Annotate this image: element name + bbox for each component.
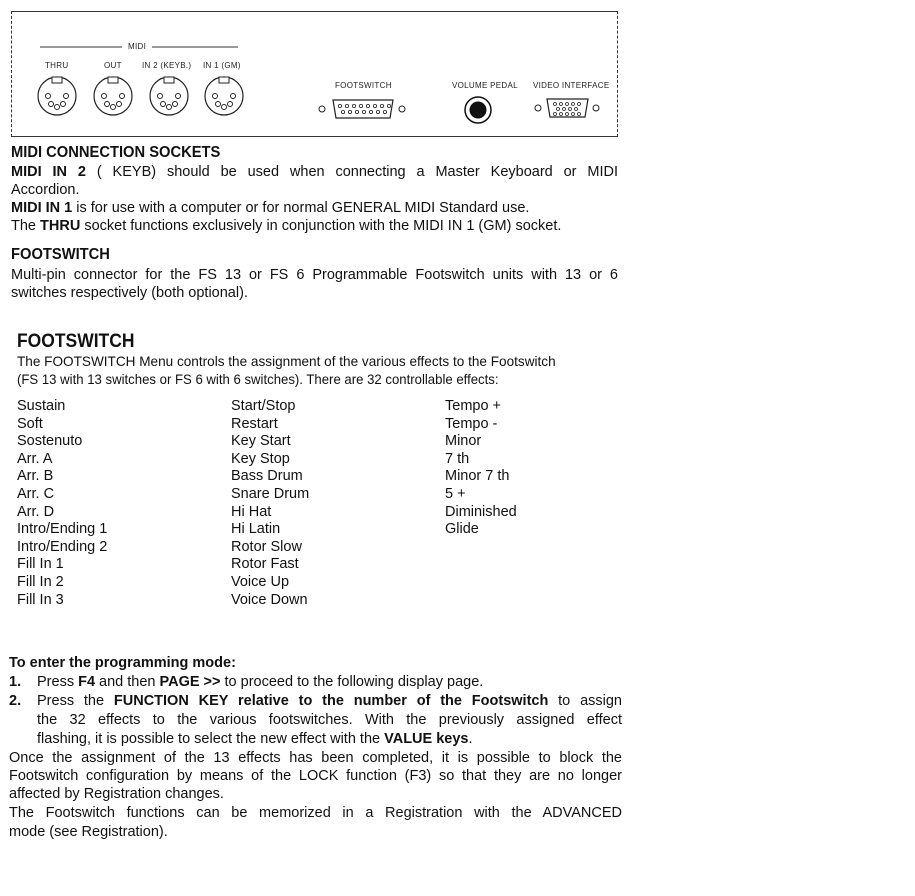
effect-item: Snare Drum bbox=[231, 485, 310, 502]
effect-item: Soft bbox=[17, 415, 43, 432]
effect-item: Sustain bbox=[17, 398, 66, 414]
effect-item: Intro/Ending 2 bbox=[17, 538, 108, 555]
lock-paragraph-line2: Footswitch configuration by means of the LOCK function (F3) so that they are no longer bbox=[9, 768, 622, 784]
midi-out-socket-icon bbox=[94, 77, 132, 115]
effect-item: Arr. A bbox=[17, 450, 53, 467]
step-2-line3 bbox=[37, 730, 473, 748]
effect-item: Arr. C bbox=[17, 485, 55, 502]
thru-term: THRU bbox=[40, 218, 81, 234]
effect-item: Fill In 1 bbox=[17, 556, 64, 573]
effect-item: Arr. D bbox=[17, 503, 55, 520]
f4-key: F4 bbox=[78, 674, 96, 690]
effect-item: Arr. B bbox=[17, 468, 54, 485]
effect-item: Key Start bbox=[231, 433, 291, 450]
step-2-line3-text: flashing, it is possible to select the new effect with the bbox=[37, 731, 385, 747]
in2-label: IN 2 (KEYB.) bbox=[142, 61, 192, 70]
midi-in1-term: MIDI IN 1 bbox=[11, 200, 73, 216]
video-interface-connector-icon bbox=[535, 99, 599, 117]
footswitch-desc-line1: Multi-pin connector for the FS 13 or FS 6 Programmable Footswitch units with 13 or 6 bbox=[11, 267, 618, 283]
step-2-line2: the 32 effects to the various footswitches. With the previously assigned effect bbox=[37, 712, 622, 728]
video-interface-label: VIDEO INTERFACE bbox=[533, 81, 610, 90]
lock-paragraph-line3: affected by Registration changes. bbox=[9, 786, 224, 802]
midi-in2-paragraph-line1 bbox=[11, 163, 618, 181]
footswitch-label: FOOTSWITCH bbox=[335, 81, 392, 90]
effect-item: Voice Down bbox=[231, 591, 308, 608]
effect-item: Minor bbox=[445, 433, 482, 450]
step-2-line1 bbox=[37, 692, 622, 710]
registration-paragraph-line1: The Footswitch functions can be memorized in a Registration with the ADVANCED bbox=[9, 805, 622, 821]
rear-panel-drawing bbox=[12, 12, 617, 136]
page-key: PAGE >> bbox=[159, 674, 221, 690]
effect-item: Rotor Fast bbox=[231, 556, 299, 573]
volume-pedal-label: VOLUME PEDAL bbox=[452, 81, 518, 90]
rear-panel-illustration bbox=[11, 11, 618, 137]
registration-paragraph-line2: mode (see Registration). bbox=[9, 824, 168, 840]
step-1 bbox=[9, 673, 484, 691]
footswitch-desc-line2: switches respectively (both optional). bbox=[11, 285, 248, 301]
volume-pedal-jack-icon bbox=[465, 97, 491, 123]
step-2-line3-end: . bbox=[468, 731, 473, 747]
effect-item: Tempo + bbox=[445, 398, 502, 414]
effect-item: Bass Drum bbox=[231, 468, 303, 485]
thru-text-pre: The bbox=[11, 218, 41, 234]
midi-in1-text: is for use with a computer or for normal GENERAL MIDI Standard use. bbox=[72, 200, 530, 216]
effect-item: Intro/Ending 1 bbox=[17, 521, 108, 538]
step-1-text bbox=[37, 673, 483, 691]
effects-column-3 bbox=[445, 398, 517, 539]
midi-in1-socket-icon bbox=[205, 77, 243, 115]
effect-item: Minor 7 th bbox=[445, 468, 510, 485]
effects-column-1 bbox=[17, 398, 107, 609]
thru-label: THRU bbox=[45, 61, 69, 70]
effect-item: Fill In 3 bbox=[17, 591, 64, 608]
midi-in2-paragraph-line2: Accordion. bbox=[11, 182, 80, 198]
step-2-num: 2. bbox=[9, 693, 22, 709]
value-keys-term: VALUE keys bbox=[384, 731, 469, 747]
step-1-text-a: Press bbox=[37, 674, 79, 690]
effect-item: Start/Stop bbox=[231, 398, 296, 414]
effect-item: Fill In 2 bbox=[17, 573, 64, 590]
midi-in1-paragraph bbox=[11, 199, 529, 217]
effect-item: 7 th bbox=[445, 450, 470, 467]
effects-column-2 bbox=[231, 398, 309, 609]
midi-in2-term: MIDI IN 2 bbox=[11, 164, 86, 180]
out-label: OUT bbox=[104, 61, 122, 70]
thru-text: socket functions exclusively in conjunction with the MIDI IN 1 (GM) socket. bbox=[80, 218, 562, 234]
step-1-text-e: to proceed to the following display page. bbox=[220, 674, 484, 690]
effect-item: Rotor Slow bbox=[231, 538, 302, 555]
effect-item: Hi Latin bbox=[231, 521, 281, 538]
footswitch-heading: FOOTSWITCH bbox=[11, 246, 110, 263]
effect-item: Key Stop bbox=[231, 450, 290, 467]
midi-thru-socket-icon bbox=[38, 77, 76, 115]
step-1-text-c: and then bbox=[95, 674, 160, 690]
midi-in2-text: ( KEYB) should be used when connecting a Master Keyboard or MIDI bbox=[85, 164, 618, 180]
effect-item: 5 + bbox=[445, 485, 466, 502]
footswitch-menu-heading: FOOTSWITCH bbox=[17, 331, 135, 352]
midi-in2-socket-icon bbox=[150, 77, 188, 115]
programming-mode-heading: To enter the programming mode: bbox=[9, 655, 236, 671]
lock-paragraph-line1: Once the assignment of the 13 effects has been completed, it is possible to block the bbox=[9, 750, 622, 766]
effect-item: Hi Hat bbox=[231, 503, 272, 520]
effect-item: Voice Up bbox=[231, 573, 290, 590]
step-1-number: 1. bbox=[9, 674, 22, 690]
effect-item: Restart bbox=[231, 415, 278, 432]
effect-item: Glide bbox=[445, 521, 479, 538]
step-2-text-a: Press the bbox=[37, 693, 114, 709]
in1-label: IN 1 (GM) bbox=[203, 61, 241, 70]
function-key-term: FUNCTION KEY relative to the number of the Footswitch bbox=[113, 693, 549, 709]
effect-item: Diminished bbox=[445, 503, 517, 520]
footswitch-menu-intro-line2: (FS 13 with 13 switches or FS 6 with 6 switches). There are 32 controllable effects: bbox=[17, 371, 499, 387]
footswitch-connector-icon bbox=[319, 100, 405, 118]
thru-paragraph bbox=[11, 217, 561, 235]
midi-sockets-heading: MIDI CONNECTION SOCKETS bbox=[11, 144, 221, 161]
midi-group-label: MIDI bbox=[128, 42, 147, 51]
footswitch-menu-intro-line1: The FOOTSWITCH Menu controls the assignment of the various effects to the Footswitch bbox=[17, 353, 556, 369]
effect-item: Tempo - bbox=[445, 415, 498, 432]
effect-item: Sostenuto bbox=[17, 433, 83, 450]
step-2-number bbox=[9, 692, 21, 710]
step-2-text-c: to assign bbox=[548, 693, 622, 709]
